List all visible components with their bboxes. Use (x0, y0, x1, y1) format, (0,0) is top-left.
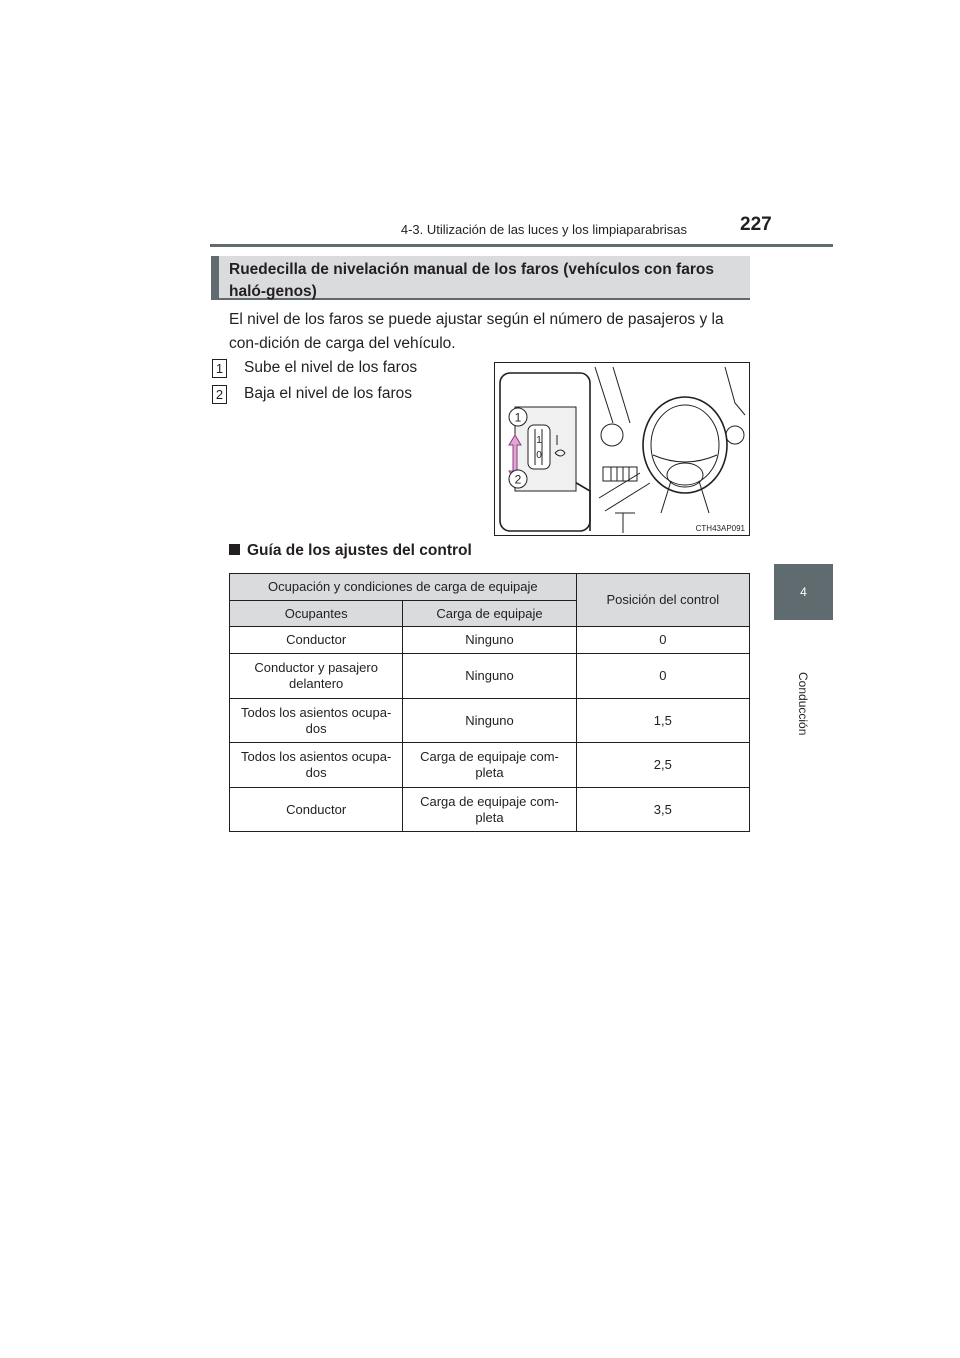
cargo-header: Carga de equipaje (403, 601, 576, 627)
occupants-cell: Todos los asientos ocupa-dos (230, 743, 403, 788)
table-header-row (230, 574, 750, 601)
position-cell: 1,5 (576, 699, 749, 743)
step-1 (212, 358, 417, 378)
dashboard-drawing (495, 363, 749, 535)
table-row (230, 699, 750, 743)
occupants-header: Ocupantes (230, 601, 403, 627)
section-heading-box (211, 256, 750, 300)
step-number: 1 (212, 359, 227, 378)
section-title: Ruedecilla de nivelación manual de los faros (vehículos con faros haló-genos) (229, 261, 714, 300)
subheading-text: Guía de los ajustes del control (247, 542, 472, 559)
intro-paragraph: El nivel de los faros se puede ajustar según el número de pasajeros y la con-dición de carga del vehículo. (229, 311, 724, 352)
step-text: Sube el nivel de los faros (244, 359, 418, 376)
settings-table (229, 573, 750, 832)
position-cell: 0 (576, 627, 749, 654)
position-cell: 0 (576, 654, 749, 699)
position-cell: 3,5 (576, 788, 749, 832)
chapter-label: Conducción (796, 672, 810, 736)
table-row (230, 743, 750, 788)
step-number: 2 (212, 385, 227, 404)
table-row (230, 788, 750, 832)
callout-1: 1 (514, 410, 522, 425)
page-number: 227 (740, 214, 772, 235)
table-row (230, 654, 750, 699)
position-cell: 2,5 (576, 743, 749, 788)
chapter-tab: 4 (774, 564, 833, 620)
step-2 (212, 384, 412, 404)
cargo-cell: Ninguno (403, 654, 576, 699)
cargo-cell: Carga de equipaje com-pleta (403, 743, 576, 788)
headlight-leveling-illustration (494, 362, 750, 536)
occupants-cell: Conductor (230, 788, 403, 832)
occupants-cell: Conductor y pasajero delantero (230, 654, 403, 699)
callout-2: 2 (514, 472, 522, 487)
occupants-cell: Conductor (230, 627, 403, 654)
cargo-cell: Ninguno (403, 699, 576, 743)
group-header: Ocupación y condiciones de carga de equipaje (230, 574, 577, 601)
illustration-code: CTH43AP091 (695, 524, 745, 533)
cargo-cell: Ninguno (403, 627, 576, 654)
dial-mark-top: 1 (536, 435, 542, 446)
occupants-cell: Todos los asientos ocupa-dos (230, 699, 403, 743)
bullet-square-icon (229, 544, 240, 555)
running-head: 4-3. Utilización de las luces y los limpiaparabrisas (400, 222, 687, 237)
header-rule (210, 244, 833, 247)
step-text: Baja el nivel de los faros (244, 385, 413, 402)
subheading (229, 542, 472, 560)
table-row (230, 627, 750, 654)
position-header: Posición del control (576, 574, 749, 627)
dial-mark-bottom: 0 (536, 450, 542, 461)
cargo-cell: Carga de equipaje com-pleta (403, 788, 576, 832)
